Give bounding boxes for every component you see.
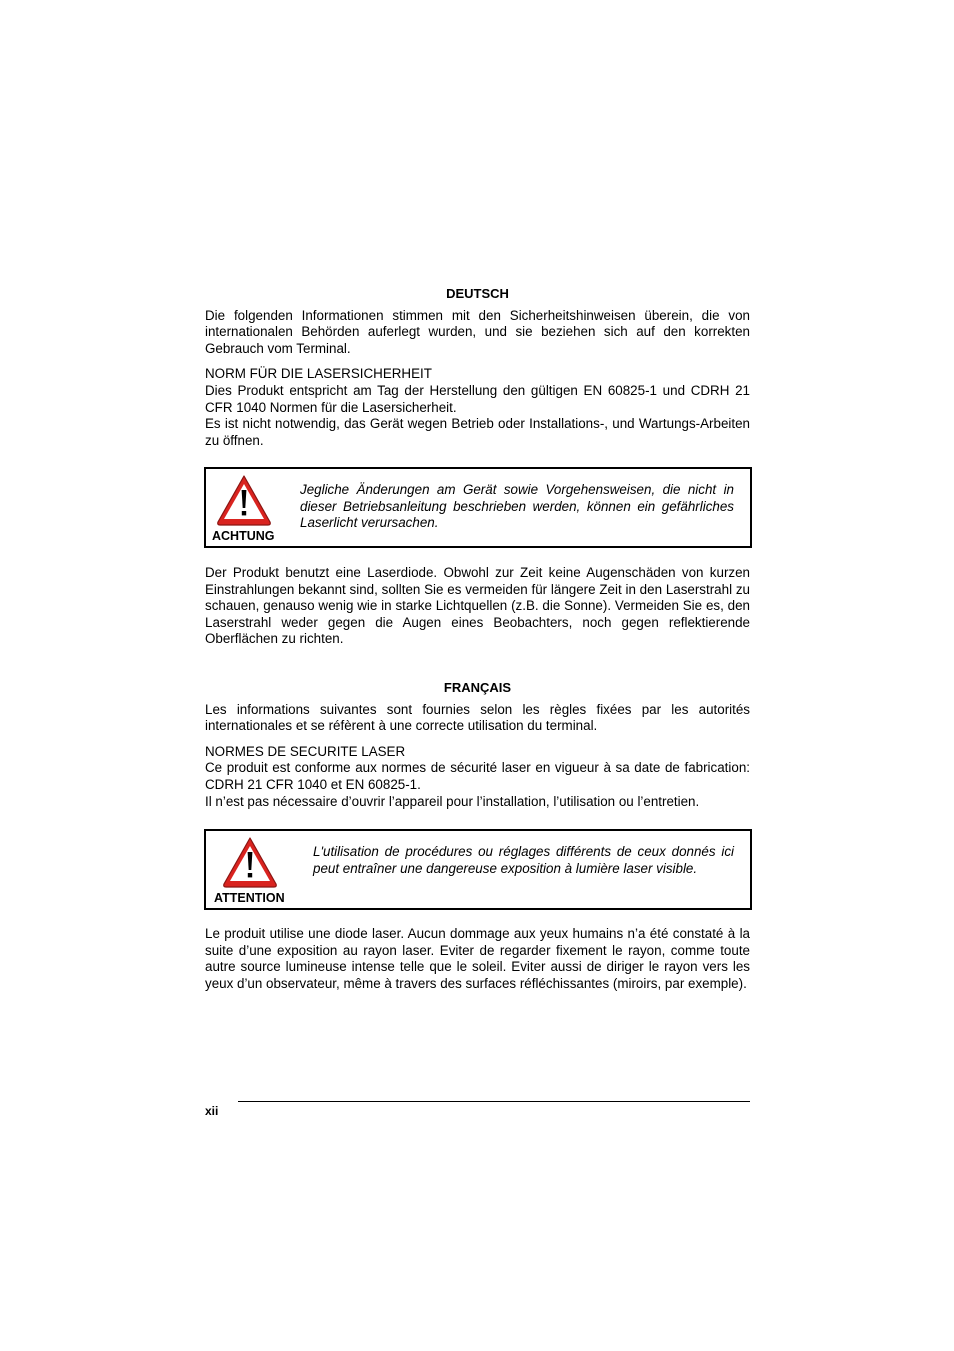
warning-triangle-icon [214, 472, 274, 528]
warning-label-deutsch: ACHTUNG [212, 529, 275, 543]
section-title-francais: FRANÇAIS [443, 680, 512, 695]
francais-laser-norm-text1: Ce produit est conforme aux normes de sécurité laser en vigueur à sa date de fabrication: CDRH 21 CFR 1040 et EN 60825-1. [205, 760, 750, 792]
deutsch-closing-section [205, 565, 750, 648]
warning-box-francais [204, 829, 752, 910]
francais-closing: Le produit utilise une diode laser. Aucun dommage aux yeux humains n’a été constaté à la suite d’une exposition au rayon laser. Eviter de regarder fixement le rayon, comme toute autre source lumineuse intense telle que le soleil. Eviter aussi de diriger le rayon vers les yeux d’un observateur, même à travers des surfaces réfléchissantes (miroirs, par exemple). [205, 926, 750, 991]
deutsch-laser-norm-heading: NORM FÜR DIE LASERSICHERHEIT [205, 366, 432, 382]
warning-label-francais: ATTENTION [214, 891, 285, 905]
warning-box-deutsch [204, 467, 752, 548]
deutsch-laser-norm-text1: Dies Produkt entspricht am Tag der Herstellung den gültigen EN 60825-1 und CDRH 21 CFR 1040 Normen für die Lasersicherheit. [205, 382, 750, 415]
deutsch-section [205, 286, 750, 449]
page-number: xii [205, 1104, 219, 1118]
francais-section [205, 680, 750, 810]
warning-text-francais: L'utilisation de procédures ou réglages différents de ceux donnés ici peut entraîner une dangereuse exposition à lumière laser visible. [313, 844, 734, 876]
deutsch-laser-norm-text2: Es ist nicht notwendig, das Gerät wegen Betrieb oder Installations-, und Wartungs-Arbeiten zu öffnen. [205, 416, 750, 448]
warning-text-deutsch: Jegliche Änderungen am Gerät sowie Vorgehensweisen, die nicht in dieser Betriebsanleitung beschrieben werden, können ein gefährliches Laserlicht verursachen. [300, 482, 734, 531]
francais-laser-norm-heading: NORMES DE SECURITE LASER [205, 743, 406, 759]
francais-closing-section [205, 926, 750, 992]
francais-laser-norm-text2: Il n’est pas nécessaire d’ouvrir l’appareil pour l’installation, l’utilisation ou l’entretien. [205, 793, 700, 809]
warning-triangle-icon [220, 834, 280, 890]
deutsch-closing: Der Produkt benutzt eine Laserdiode. Obwohl zur Zeit keine Augenschäden von kurzen Einstrahlungen bekannt sind, sollten Sie es vermeiden für längere Zeit in den Laserstrahl zu schauen, genauso wenig wie in starke Lichtquellen (z.B. die Sonne). Vermeiden Sie es, den Laserstrahl weder gegen die Augen eines Beobachters, noch gegen reflektierende Oberflächen zu richten. [205, 565, 750, 647]
deutsch-intro: Die folgenden Informationen stimmen mit den Sicherheitshinweisen überein, die von internationalen Behörden auferlegt wurden, und sie beziehen sich auf den korrekten Gebrauch vom Terminal. [205, 307, 750, 356]
francais-intro: Les informations suivantes sont fournies selon les règles fixées par les autorités internationales et se réfèrent à une correcte utilisation du terminal. [205, 701, 750, 734]
footer-divider [238, 1101, 750, 1102]
section-title-deutsch: DEUTSCH [446, 286, 509, 301]
